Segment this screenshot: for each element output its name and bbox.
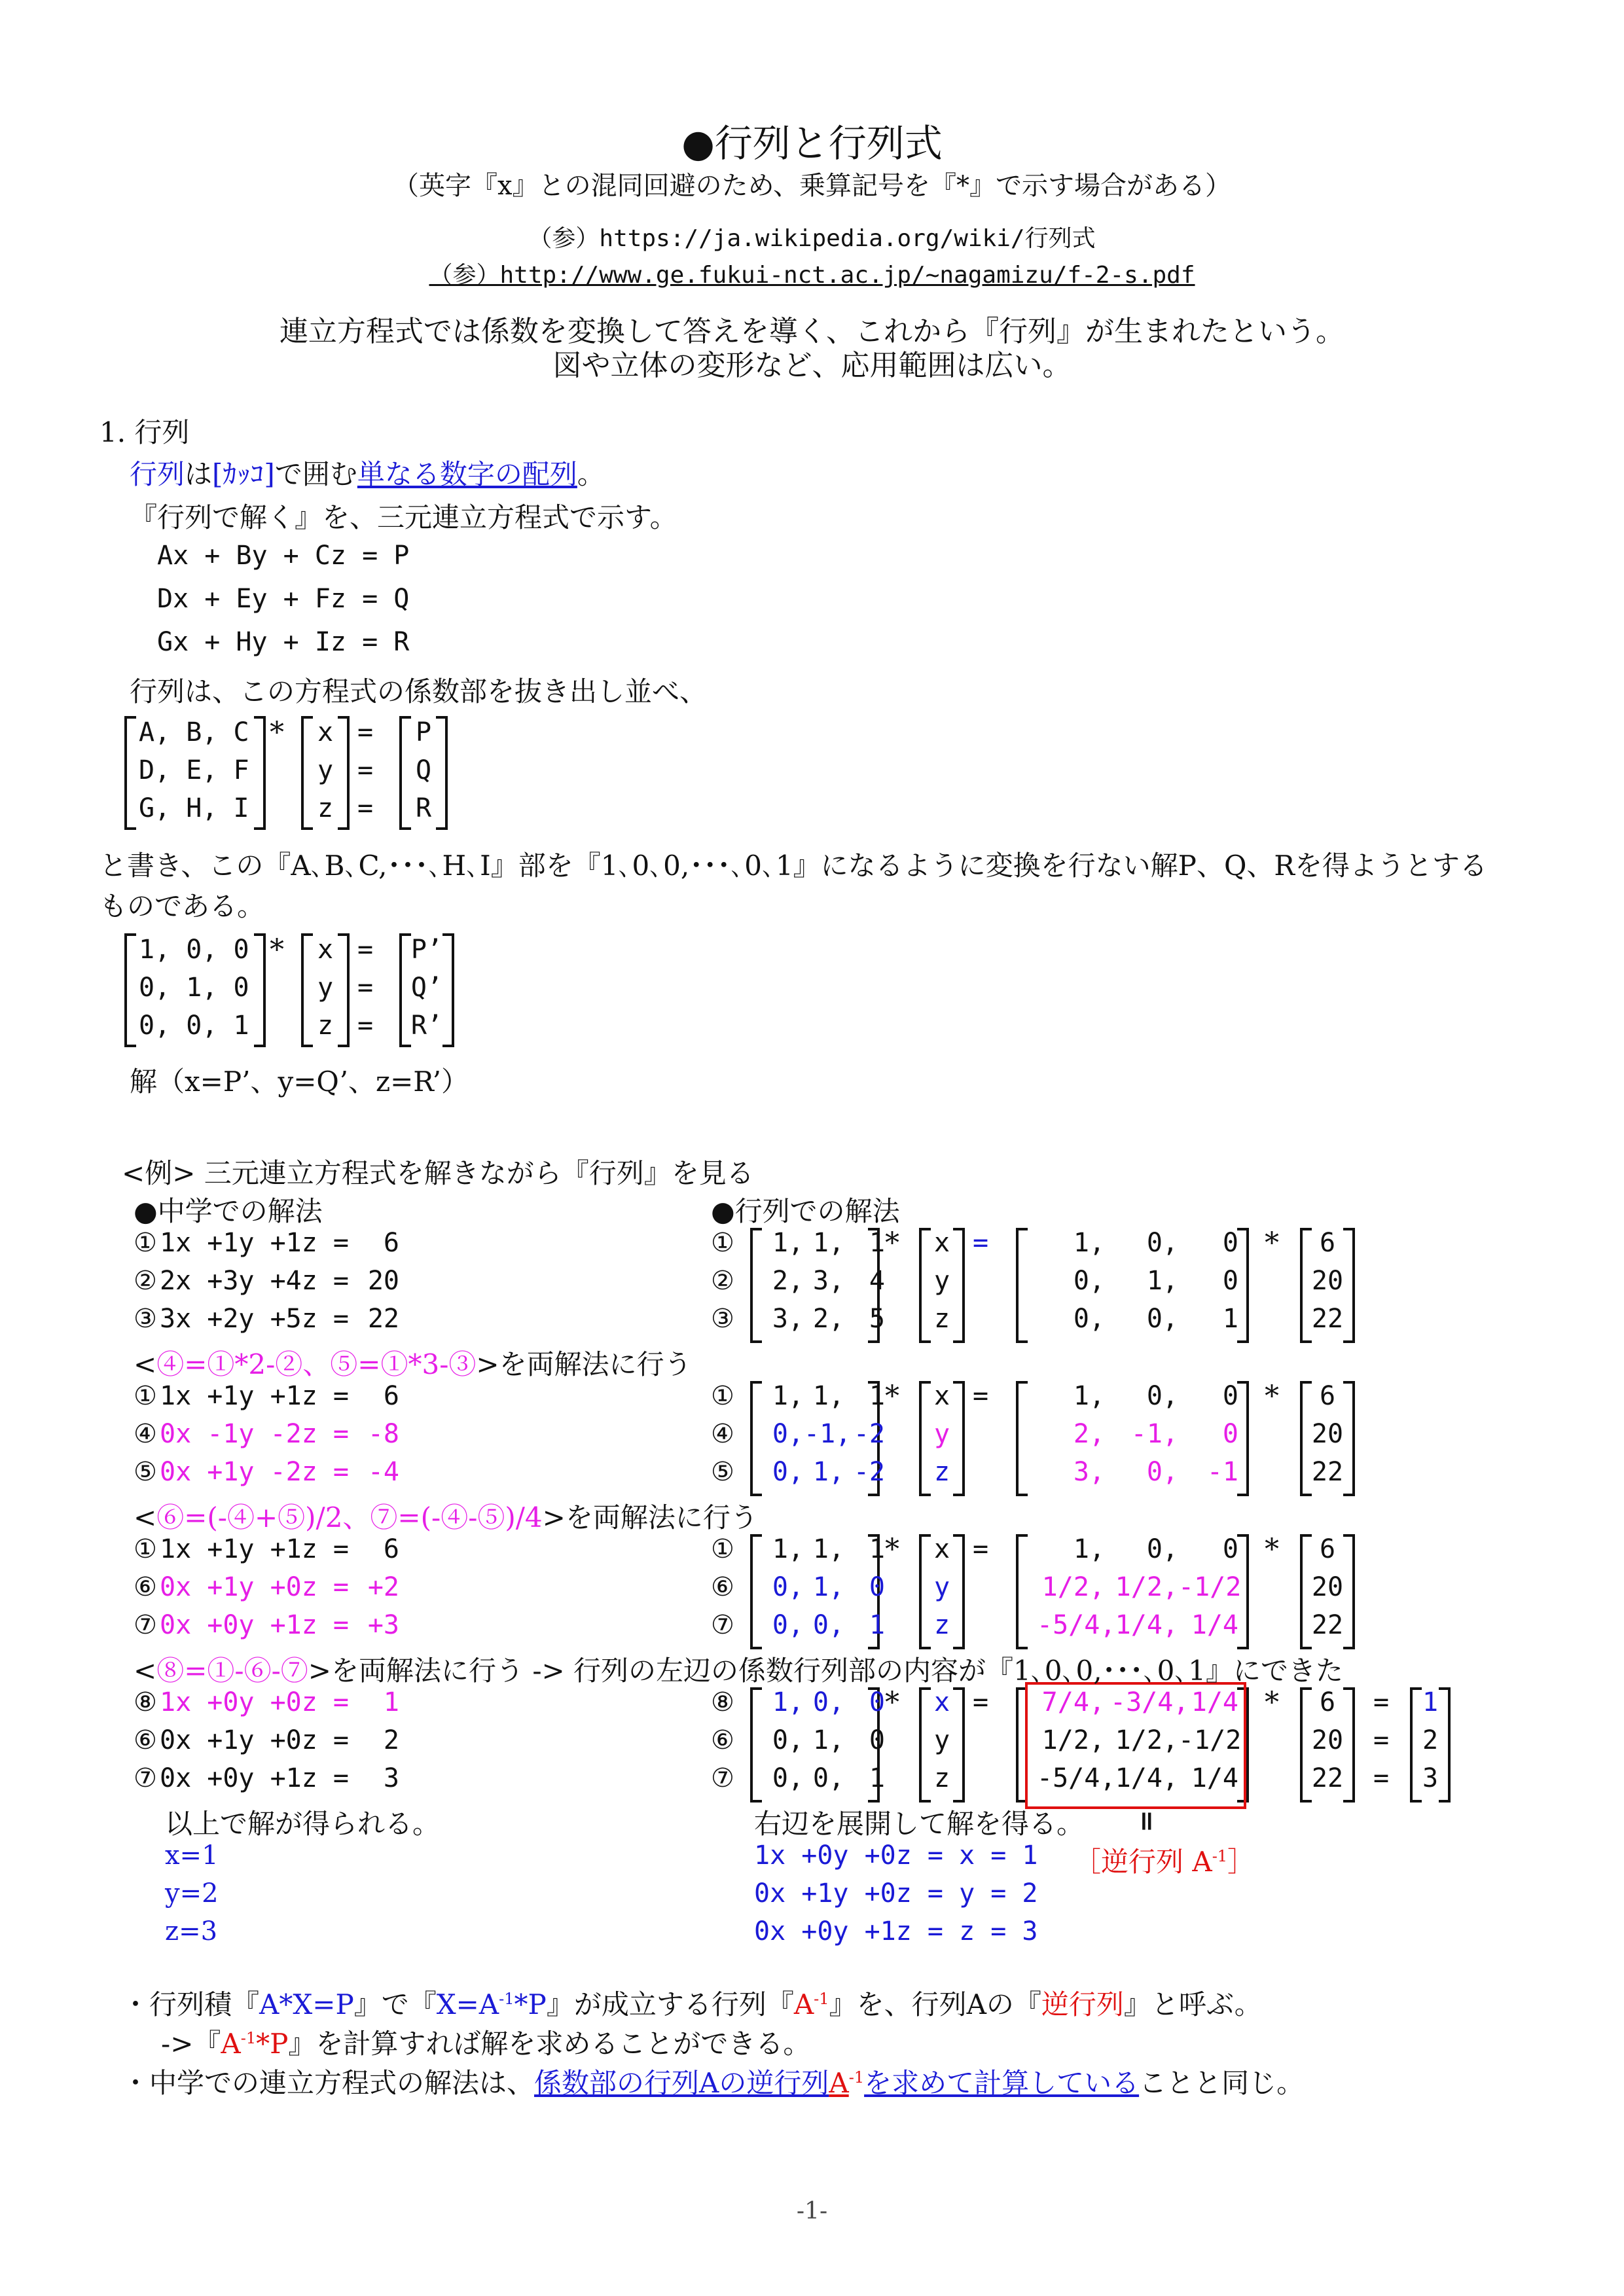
rhs-p: P	[415, 717, 432, 747]
note-inverse: A	[221, 2028, 241, 2060]
coefficient-cell: 5	[869, 1304, 885, 1334]
coefficient-cell: 1	[869, 1763, 885, 1793]
coefficient-cell: 0,	[772, 1725, 804, 1755]
coefficient-cell: 0,	[812, 1763, 844, 1793]
note-text: 』を計算すれば解を求めることができる。	[288, 2028, 811, 2060]
transform-cell: -1/2	[1178, 1725, 1242, 1755]
note-link: 係数部の行列Aの逆行列	[534, 2067, 829, 2099]
note-text: ・中学での連立方程式の解法は、	[122, 2067, 535, 2099]
coefficient-cell: 0,	[812, 1687, 844, 1717]
transform-cell: 1/4	[1191, 1687, 1238, 1717]
note-inverse: *P	[256, 2028, 289, 2060]
left-equation-value: 6	[383, 1534, 399, 1564]
circled-number: ①	[134, 1228, 157, 1258]
left-equation: 1x +0y +0z =	[160, 1687, 349, 1717]
note-inverse: A	[793, 1988, 814, 2020]
transform-cell: 1/2,	[1041, 1572, 1105, 1602]
result-cell: 3	[1422, 1763, 1439, 1793]
left-equation: 0x +1y +0z =	[160, 1572, 349, 1602]
coefficient-cell: 0,	[772, 1572, 804, 1602]
transform-cell: 0,	[1146, 1304, 1178, 1334]
equation-1: Ax + By + Cz = P	[157, 541, 410, 571]
transform-cell: 1/4	[1191, 1763, 1238, 1793]
equals-sign: =	[973, 1687, 989, 1717]
transform-cell: 1/4,	[1115, 1610, 1178, 1640]
equals-sign: =	[357, 717, 374, 747]
step-bracket: <	[134, 1501, 157, 1534]
transform-cell: 3,	[1073, 1457, 1105, 1487]
constant-cell: 20	[1311, 1419, 1344, 1449]
coefficient-cell: 0	[869, 1687, 885, 1717]
example-heading: <例> 三元連立方程式を解きながら『行列』を見る	[122, 1157, 754, 1189]
equation-3: Gx + Hy + Iz = R	[157, 627, 410, 657]
constant-cell: 6	[1319, 1381, 1336, 1411]
coefficient-cell: 2,	[812, 1304, 844, 1334]
inverse-matrix-label	[1074, 1840, 1255, 1880]
variable-cell: y	[933, 1419, 950, 1449]
transform-cell: -1/2	[1178, 1572, 1242, 1602]
coefficient-cell: 1,	[812, 1457, 844, 1487]
left-equation-value: 6	[383, 1228, 399, 1258]
note-2	[161, 2022, 810, 2062]
coefficient-cell: 1	[869, 1534, 885, 1564]
transform-cell: 1,	[1073, 1534, 1105, 1564]
note-text: 』と呼ぶ。	[1123, 1988, 1262, 2020]
left-method-heading: ●中学での解法	[134, 1195, 323, 1227]
note-link: を求めて計算している	[864, 2067, 1140, 2099]
left-equation: 3x +2y +5z =	[160, 1304, 349, 1334]
step-2-ops: ⑥=(-④+⑤)/2、⑦=(-④-⑤)/4	[156, 1501, 543, 1534]
row-label: ⑤	[711, 1457, 734, 1487]
coefficient-cell: 1,	[812, 1228, 844, 1258]
step-2	[134, 1496, 758, 1535]
circled-number: ⑥	[134, 1572, 157, 1602]
constant-cell: 6	[1319, 1534, 1336, 1564]
circled-number: ⑥	[134, 1725, 157, 1755]
left-equation-value: +2	[367, 1572, 399, 1602]
row-label: ④	[711, 1419, 734, 1449]
row-label: ①	[711, 1228, 734, 1258]
variable-cell: x	[933, 1687, 950, 1717]
transform-cell: -1,	[1130, 1419, 1178, 1449]
variable-y: y	[317, 973, 334, 1003]
step-bracket: <	[134, 1348, 157, 1380]
circled-number: ②	[134, 1266, 157, 1296]
circled-number: ①	[134, 1534, 157, 1564]
coefficient-cell: 1,	[812, 1572, 844, 1602]
note-sup: -1	[240, 2029, 257, 2047]
intro-line-2: 図や立体の変形など、応用範囲は広い。	[552, 349, 1072, 382]
note-3	[122, 2062, 1304, 2101]
row-label: ⑥	[711, 1572, 734, 1602]
note-inverse: A	[829, 2067, 849, 2099]
equation-2: Dx + Ey + Fz = Q	[157, 584, 410, 614]
variable-cell: z	[933, 1304, 950, 1334]
transform-cell: 0	[1222, 1419, 1238, 1449]
step-3-ops: ⑧=①-⑥-⑦	[156, 1655, 308, 1687]
section-line-1	[130, 453, 605, 492]
right-done: 右辺を展開して解を得る。	[754, 1808, 1085, 1840]
transform-cell: 2,	[1073, 1419, 1105, 1449]
inverse-matrix-highlight	[1025, 1682, 1246, 1809]
transform-cell: 7/4,	[1041, 1687, 1105, 1717]
coefficient-cell: -1,	[804, 1419, 852, 1449]
note-1	[122, 1983, 1262, 2022]
rhs-q-prime: Q’	[410, 973, 443, 1003]
matrix-row: G, H, I	[139, 793, 249, 823]
coefficient-cell: 1	[869, 1610, 885, 1640]
left-equation-value: -8	[367, 1419, 399, 1449]
row-label: ①	[711, 1534, 734, 1564]
left-solution-y: y=2	[165, 1878, 219, 1909]
variable-cell: x	[933, 1381, 950, 1411]
coefficient-cell: 3,	[812, 1266, 844, 1296]
reference-fukui-link[interactable]: （参）http://www.ge.fukui-nct.ac.jp/~nagamizu/f-2-s.pdf	[429, 262, 1195, 289]
step-2-text: >を両解法に行う	[542, 1501, 758, 1534]
circled-number: ⑧	[134, 1687, 157, 1717]
matrix-row: 0, 1, 0	[139, 973, 249, 1003]
transform-cell: 0,	[1073, 1266, 1105, 1296]
circled-number: ⑦	[134, 1610, 157, 1640]
row-label: ⑧	[711, 1687, 734, 1717]
page-title: ●行列と行列式	[681, 121, 943, 166]
left-equation: 1x +1y +1z =	[160, 1534, 349, 1564]
equals-sign: =	[357, 793, 374, 823]
note-formula: *P	[514, 1988, 547, 2020]
multiply-sign: *	[270, 933, 284, 967]
transform-cell: 0	[1222, 1266, 1238, 1296]
transform-cell: 1	[1222, 1304, 1238, 1334]
term-kakko: [ｶｯｺ]	[212, 458, 275, 490]
coefficient-cell: 1,	[812, 1725, 844, 1755]
row-label: ③	[711, 1304, 734, 1334]
circled-number: ③	[134, 1304, 157, 1334]
matrix-row: 0, 0, 1	[139, 1011, 249, 1041]
coefficient-cell: 1,	[772, 1381, 804, 1411]
left-equation-value: 3	[383, 1763, 399, 1793]
matrix-row: A, B, C	[139, 717, 249, 747]
right-solution-x: 1x +0y +0z = x = 1	[754, 1840, 1038, 1871]
coefficient-cell: 2,	[772, 1266, 804, 1296]
variable-cell: y	[933, 1725, 950, 1755]
section-line-5: ものである。	[99, 890, 265, 922]
section-line-3: 行列は、この方程式の係数部を抜き出し並べ、	[130, 675, 708, 708]
note-formula: X=A	[436, 1988, 499, 2020]
constant-cell: 6	[1319, 1228, 1336, 1258]
multiply-sign: *	[1265, 1380, 1279, 1413]
note-inverse-term: 逆行列	[1041, 1988, 1124, 2020]
section-line-2: 『行列で解く』を、三元連立方程式で示す。	[130, 501, 677, 533]
matrix-row: D, E, F	[139, 755, 249, 785]
left-equation-value: 1	[383, 1687, 399, 1717]
note-sup: -1	[848, 2068, 865, 2087]
circled-number: ④	[134, 1419, 157, 1449]
constant-cell: 22	[1311, 1457, 1344, 1487]
transform-cell: 1,	[1073, 1381, 1105, 1411]
equal-mark: ॥	[1138, 1805, 1153, 1836]
coefficient-cell: 0	[869, 1725, 885, 1755]
coefficient-cell: 4	[869, 1266, 885, 1296]
coefficient-cell: 1,	[812, 1534, 844, 1564]
constant-cell: 20	[1311, 1572, 1344, 1602]
constant-cell: 20	[1311, 1266, 1344, 1296]
transform-cell: 1/4	[1191, 1610, 1238, 1640]
transform-cell: 0	[1222, 1228, 1238, 1258]
note-text: 』が成立する行列『	[546, 1988, 794, 2020]
text-period: 。	[577, 458, 605, 490]
multiply-sign: *	[1265, 1227, 1279, 1260]
equals-sign: =	[973, 1534, 989, 1564]
rhs-r: R	[415, 793, 432, 823]
rhs-r-prime: R’	[410, 1011, 443, 1041]
variable-x: x	[317, 717, 334, 747]
multiply-sign: *	[885, 1686, 899, 1719]
variable-z: z	[317, 1011, 334, 1041]
coefficient-cell: 3,	[772, 1304, 804, 1334]
multiply-sign: *	[885, 1227, 899, 1260]
note-sup: -1	[814, 1990, 829, 2008]
left-equation-value: +3	[367, 1610, 399, 1640]
transform-cell: -5/4,	[1037, 1610, 1116, 1640]
multiply-sign: *	[1265, 1533, 1279, 1566]
left-equation: 0x +0y +1z =	[160, 1610, 349, 1640]
left-solution-x: x=1	[165, 1840, 219, 1871]
step-1	[134, 1343, 692, 1382]
left-solution-z: z=3	[165, 1916, 218, 1946]
transform-cell: 1/2,	[1115, 1572, 1178, 1602]
note-text: 』を、行列Aの『	[829, 1988, 1041, 2020]
variable-y: y	[317, 755, 334, 785]
inverse-label-text: ［逆行列 A	[1074, 1846, 1212, 1878]
coefficient-cell: 1,	[772, 1534, 804, 1564]
constant-cell: 22	[1311, 1763, 1344, 1793]
coefficient-cell: 1,	[772, 1687, 804, 1717]
page-number: -1-	[796, 2198, 828, 2225]
step-1-text: >を両解法に行う	[476, 1348, 692, 1380]
step-3-text: >を両解法に行う -> 行列の左辺の係数行列部の内容が『1､0､0,･･･､0､1』にできた	[308, 1655, 1344, 1687]
multiply-sign: *	[885, 1380, 899, 1413]
text-kakomu: で囲む	[274, 458, 357, 490]
rhs-p-prime: P’	[410, 935, 443, 965]
right-solution-y: 0x +1y +0z = y = 2	[754, 1878, 1038, 1909]
step-3	[134, 1649, 1343, 1689]
left-equation-value: -4	[367, 1457, 399, 1487]
equals-sign: =	[1373, 1763, 1390, 1793]
left-equation: 2x +3y +4z =	[160, 1266, 349, 1296]
variable-cell: y	[933, 1572, 950, 1602]
left-equation-value: 6	[383, 1381, 399, 1411]
transform-cell: 1/2,	[1041, 1725, 1105, 1755]
transform-cell: -3/4,	[1110, 1687, 1189, 1717]
coefficient-cell: 1,	[812, 1381, 844, 1411]
note-text: ことと同じ。	[1139, 2067, 1305, 2099]
row-label: ②	[711, 1266, 734, 1296]
constant-cell: 20	[1311, 1725, 1344, 1755]
transform-cell: 1/2,	[1115, 1725, 1178, 1755]
left-equation: 1x +1y +1z =	[160, 1228, 349, 1258]
rhs-q: Q	[415, 755, 432, 785]
variable-cell: x	[933, 1534, 950, 1564]
multiply-sign: *	[1265, 1686, 1279, 1719]
coefficient-cell: 1,	[772, 1228, 804, 1258]
transform-cell: 0,	[1146, 1228, 1178, 1258]
equals-sign: =	[973, 1381, 989, 1411]
equals-sign: =	[357, 755, 374, 785]
variable-cell: z	[933, 1763, 950, 1793]
constant-cell: 22	[1311, 1610, 1344, 1640]
text-wa: は	[185, 458, 213, 490]
note-text: 』で『	[353, 1988, 437, 2020]
right-solution-z: 0x +0y +1z = z = 3	[754, 1916, 1038, 1946]
right-method-heading: ●行列での解法	[711, 1195, 900, 1227]
matrix-row: 1, 0, 0	[139, 935, 249, 965]
transform-cell: 0,	[1146, 1381, 1178, 1411]
coefficient-cell: 1	[869, 1381, 885, 1411]
result-cell: 1	[1422, 1687, 1439, 1717]
row-label: ⑦	[711, 1763, 734, 1793]
left-equation-value: 22	[367, 1304, 399, 1334]
term-matrix: 行列	[130, 458, 185, 490]
step-1-ops: ④=①*2-②、⑤=①*3-③	[156, 1348, 477, 1380]
equals-sign: =	[973, 1228, 989, 1258]
step-bracket: <	[134, 1655, 157, 1687]
coefficient-cell: 0,	[772, 1610, 804, 1640]
coefficient-cell: 0,	[812, 1610, 844, 1640]
transform-cell: 0,	[1146, 1457, 1178, 1487]
coefficient-cell: 0,	[772, 1763, 804, 1793]
left-done: 以上で解が得られる。	[165, 1808, 441, 1840]
variable-cell: z	[933, 1610, 950, 1640]
solution-line: 解（x=P’、y=Q’、z=R’）	[130, 1066, 469, 1098]
constant-cell: 6	[1319, 1687, 1336, 1717]
row-label: ①	[711, 1381, 734, 1411]
coefficient-cell: 0,	[772, 1457, 804, 1487]
variable-cell: z	[933, 1457, 950, 1487]
row-label: ⑦	[711, 1610, 734, 1640]
result-cell: 2	[1422, 1725, 1439, 1755]
left-equation: 0x -1y -2z =	[160, 1419, 349, 1449]
transform-cell: -5/4,	[1037, 1763, 1116, 1793]
variable-z: z	[317, 793, 334, 823]
row-label: ⑥	[711, 1725, 734, 1755]
transform-cell: 1,	[1146, 1266, 1178, 1296]
inverse-label-sup: -1	[1212, 1847, 1228, 1865]
coefficient-cell: 1	[869, 1228, 885, 1258]
constant-cell: 22	[1311, 1304, 1344, 1334]
coefficient-cell: 0	[869, 1572, 885, 1602]
transform-cell: 0,	[1146, 1534, 1178, 1564]
transform-cell: 1/4,	[1115, 1763, 1178, 1793]
inverse-label-end: ］	[1227, 1846, 1255, 1878]
variable-cell: x	[933, 1228, 950, 1258]
left-equation-value: 20	[367, 1266, 399, 1296]
transform-cell: -1	[1206, 1457, 1238, 1487]
term-number-array: 単なる数字の配列	[357, 458, 577, 490]
left-equation-value: 2	[383, 1725, 399, 1755]
note-text: ・行列積『	[122, 1988, 260, 2020]
equals-sign: =	[357, 973, 374, 1003]
reference-wikipedia: （参）https://ja.wikipedia.org/wiki/行列式	[528, 225, 1096, 252]
coefficient-cell: 0,	[772, 1419, 804, 1449]
subtitle: （英字『x』との混同回避のため、乗算記号を『*』で示す場合がある）	[393, 171, 1231, 201]
equals-sign: =	[1373, 1725, 1390, 1755]
section-line-4: と書き、この『A､B､C,･･･､H､I』部を『1､0､0,･･･､0､1』になるように変換を行ない解P、Q、Rを得ようとする	[99, 850, 1487, 882]
transform-cell: 1,	[1073, 1228, 1105, 1258]
circled-number: ①	[134, 1381, 157, 1411]
transform-cell: 0	[1222, 1381, 1238, 1411]
equals-sign: =	[1373, 1687, 1390, 1717]
transform-cell: 0,	[1073, 1304, 1105, 1334]
transform-cell: 0	[1222, 1534, 1238, 1564]
left-equation: 1x +1y +1z =	[160, 1381, 349, 1411]
variable-cell: y	[933, 1266, 950, 1296]
note-text: ->『	[161, 2028, 221, 2060]
equals-sign: =	[357, 935, 374, 965]
coefficient-cell: -2	[853, 1457, 885, 1487]
left-equation: 0x +1y -2z =	[160, 1457, 349, 1487]
coefficient-cell: -2	[853, 1419, 885, 1449]
circled-number: ⑦	[134, 1763, 157, 1793]
variable-x: x	[317, 935, 334, 965]
reference-fukui[interactable]	[0, 257, 1624, 290]
note-formula: A*X=P	[259, 1988, 354, 2020]
multiply-sign: *	[270, 716, 284, 749]
section-heading: 1. 行列	[99, 416, 190, 448]
left-equation: 0x +0y +1z =	[160, 1763, 349, 1793]
multiply-sign: *	[885, 1533, 899, 1566]
left-equation: 0x +1y +0z =	[160, 1725, 349, 1755]
note-sup: -1	[499, 1990, 514, 2008]
equals-sign: =	[357, 1011, 374, 1041]
circled-number: ⑤	[134, 1457, 157, 1487]
intro-line-1: 連立方程式では係数を変換して答えを導く、これから『行列』が生まれたという。	[279, 315, 1345, 348]
